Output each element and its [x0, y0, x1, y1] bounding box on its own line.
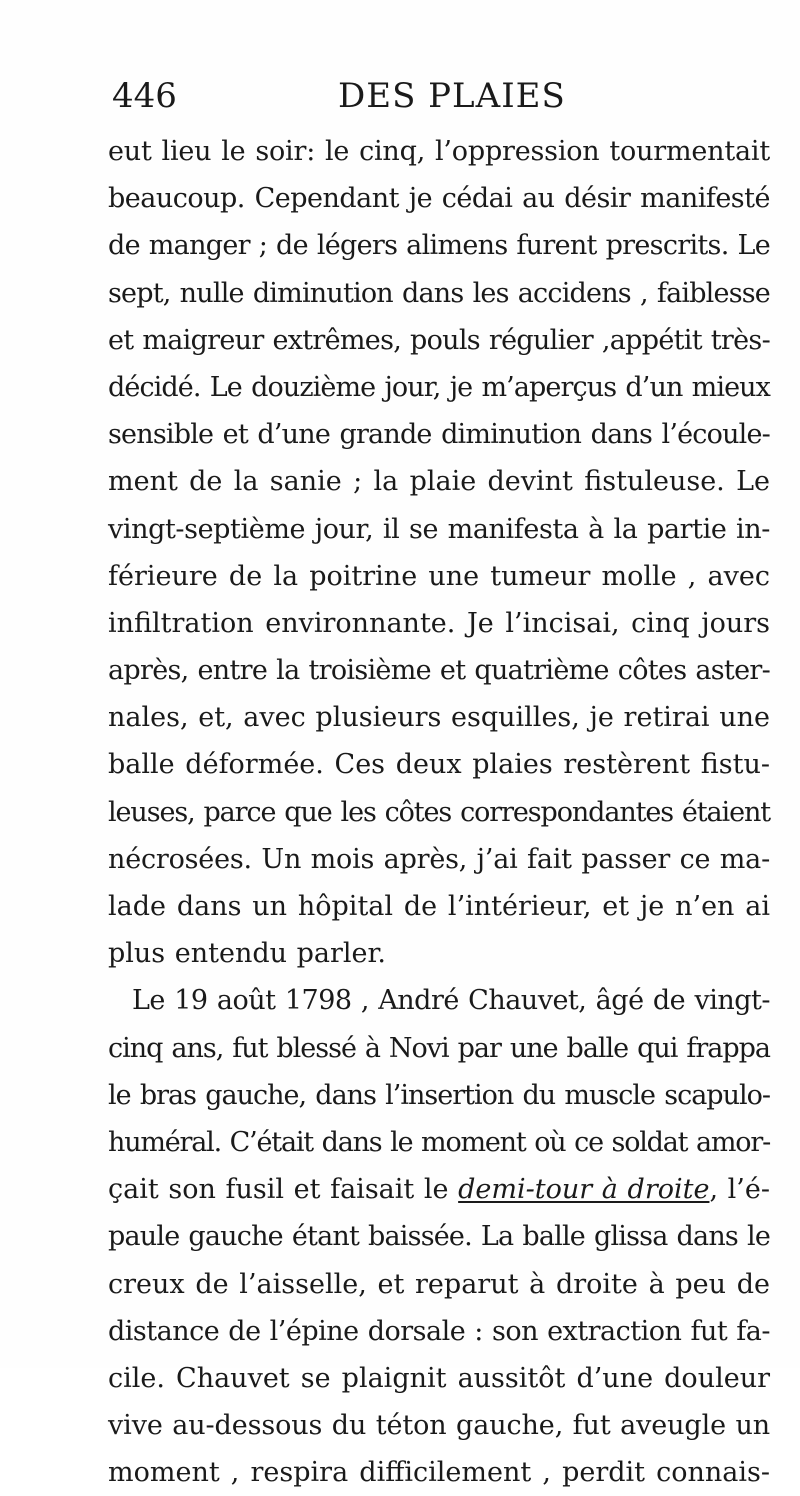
- text-line: lade dans un hôpital de l’intérieur, et je n’en ai: [108, 891, 770, 922]
- text-line: et maigreur extrêmes, pouls régulier ,appétit très-: [108, 324, 770, 356]
- running-title: DES PLAIES: [338, 76, 566, 116]
- text-line: eut lieu le soir: le cinq, l’oppression tourmentait: [108, 136, 770, 167]
- text-line: sensible et d’une grande diminution dans l’écoule-: [108, 419, 770, 451]
- text-line: plus entendu parler.: [108, 938, 387, 970]
- text-line: infiltration environnante. Je l’incisai, cinq jours: [108, 607, 770, 639]
- body-text: [108, 128, 770, 1496]
- text-line: vive au-dessous du téton gauche, fut aveugle un: [108, 1410, 771, 1442]
- text-line: nales, et, avec plusieurs esquilles, je retirai une: [108, 702, 770, 734]
- text-line: beaucoup. Cependant je cédai au désir manifesté: [108, 183, 770, 215]
- text-line: de manger ; de légers alimens furent prescrits. Le: [108, 230, 770, 262]
- text-line: moment , respira difficilement , perdit connais-: [108, 1457, 770, 1489]
- text-segment: , l’é-: [709, 1174, 770, 1206]
- text-line: après, entre la troisième et quatrième côtes aster-: [108, 655, 770, 687]
- text-line: [108, 1166, 770, 1213]
- page-header: [108, 72, 768, 120]
- text-segment: çait son fusil et faisait le: [108, 1174, 459, 1206]
- text-line: leuses, parce que les côtes correspondantes étaient: [108, 796, 770, 828]
- text-line: cinq ans, fut blessé à Novi par une balle qui frappa: [108, 1032, 770, 1064]
- italic-phrase: demi-tour à droite: [458, 1174, 710, 1206]
- text-line: distance de l’épine dorsale : son extraction fut fa-: [108, 1315, 770, 1347]
- text-line: le bras gauche, dans l’insertion du muscle scapulo-: [108, 1079, 770, 1111]
- text-line: Le 19 août 1798 , André Chauvet, âgé de vingt-: [132, 985, 770, 1017]
- text-line: nécrosées. Un mois après, j’ai fait passer ce ma-: [108, 843, 770, 875]
- text-line: vingt-septième jour, il se manifesta à la partie in-: [108, 513, 770, 545]
- text-line: creux de l’aisselle, et reparut à droite à peu de: [108, 1268, 770, 1300]
- page-number: 446: [112, 76, 177, 116]
- text-line: sept, nulle diminution dans les accidens , faiblesse: [108, 277, 770, 309]
- text-line: décidé. Le douzième jour, je m’aperçus d’un mieux: [108, 371, 770, 403]
- text-line: paule gauche étant baissée. La balle glissa dans le: [108, 1221, 770, 1253]
- text-line: cile. Chauvet se plaignit aussitôt d’une douleur: [108, 1362, 770, 1394]
- text-line: balle déformée. Ces deux plaies restèrent fistu-: [108, 749, 770, 781]
- text-line: huméral. C’était dans le moment où ce soldat amor-: [108, 1126, 770, 1158]
- text-line: ment de la sanie ; la plaie devint fistuleuse. Le: [108, 466, 770, 498]
- text-line: férieure de la poitrine une tumeur molle , avec: [108, 560, 770, 592]
